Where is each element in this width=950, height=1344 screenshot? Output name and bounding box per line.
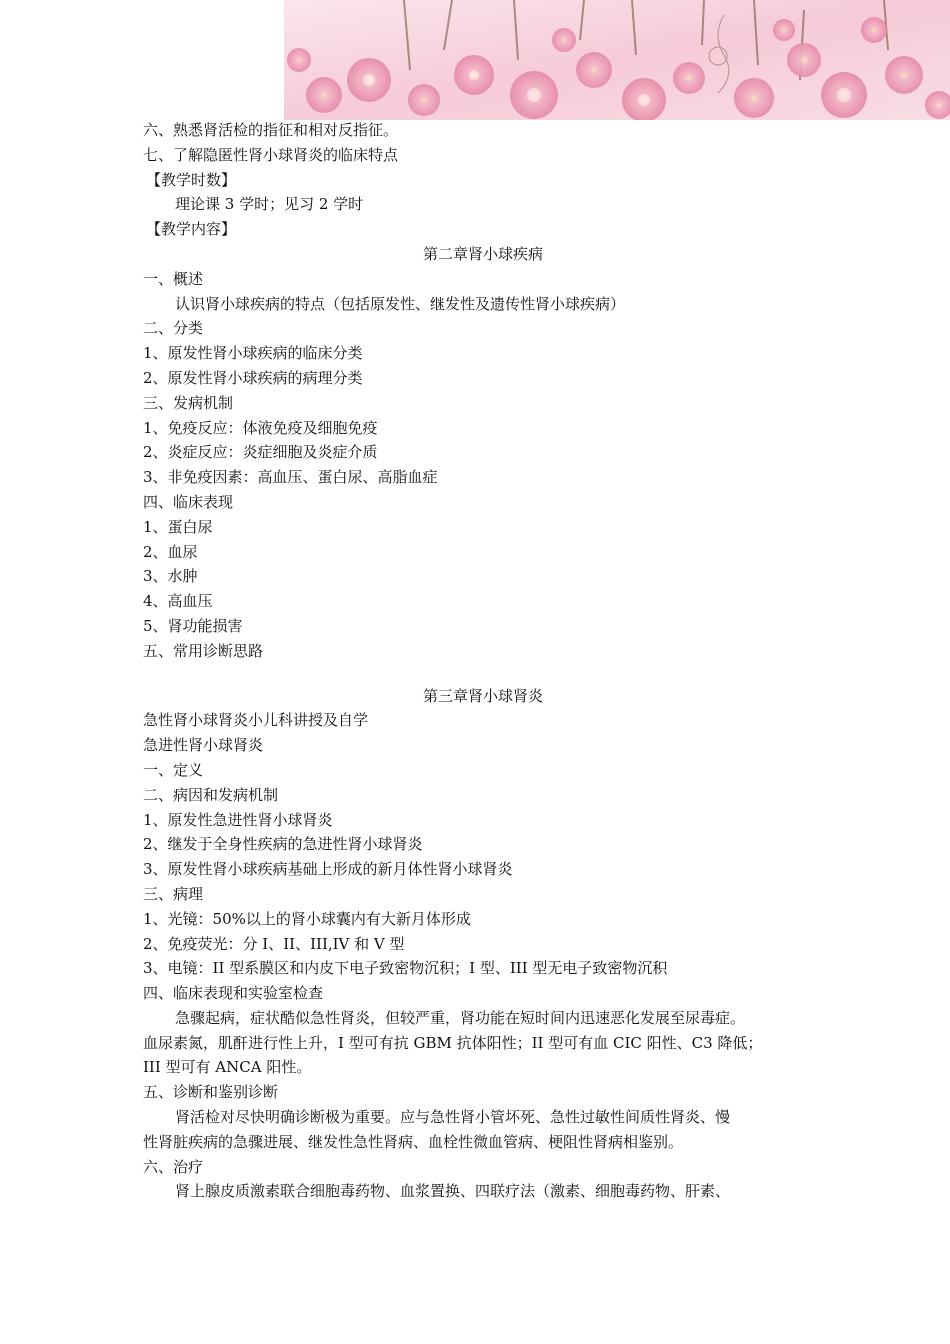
treatment-para-line-1: 肾上腺皮质激素联合细胞毒药物、血浆置换、四联疗法（激素、细胞毒药物、肝素、 [175,1182,731,1201]
section-classification: 二、分类 [143,319,204,338]
chapter-2-title: 第二章肾小球疾病 [422,244,543,263]
list-item: 2、血尿 [143,542,198,561]
chapter-3-title: 第三章肾小球肾炎 [422,686,543,705]
section-definition: 一、定义 [143,760,204,779]
section-diagnosis-approach: 五、常用诊断思路 [143,641,264,660]
section-overview: 一、概述 [143,269,204,288]
objective-7: 七、了解隐匿性肾小球肾炎的临床特点 [143,145,399,164]
clinical-lab-para-line-1: 急骤起病，症状酷似急性肾炎，但较严重，肾功能在短时间内迅速恶化发展至尿毒症。 [175,1008,746,1027]
clinical-lab-para-line-2: 血尿素氮，肌酐进行性上升，I 型可有抗 GBM 抗体阳性；II 型可有血 CIC 阳性、C3 降低； [143,1033,763,1052]
list-item: 3、非免疫因素：高血压、蛋白尿、高脂血症 [143,468,438,487]
list-item: 2、原发性肾小球疾病的病理分类 [143,368,363,387]
section-pathology: 三、病理 [143,884,204,903]
overview-text: 认识肾小球疾病的特点（包括原发性、继发性及遗传性肾小球疾病） [175,294,626,313]
list-item: 1、原发性肾小球疾病的临床分类 [143,344,363,363]
section-treatment: 六、治疗 [143,1157,204,1176]
section-differential: 五、诊断和鉴别诊断 [143,1083,279,1102]
objective-6: 六、熟悉肾活检的指征和相对反指征。 [143,121,399,139]
list-item: 4、高血压 [143,592,213,611]
differential-para-line-1: 肾活检对尽快明确诊断极为重要。应与急性肾小管坏死、急性过敏性间质性肾炎、慢 [175,1108,731,1127]
list-item: 5、肾功能损害 [143,616,243,635]
list-item: 3、电镜：II 型系膜区和内皮下电子致密物沉积；I 型、III 型无电子致密物沉积 [143,959,668,978]
section-clinical-lab: 四、临床表现和实验室检查 [143,984,324,1003]
teaching-hours-text: 理论课 3 学时；见习 2 学时 [175,195,364,214]
list-item: 2、免疫荧光：分 I、II、III,IV 和 V 型 [143,934,405,953]
list-item: 1、免疫反应：体液免疫及细胞免疫 [143,418,378,437]
header-banner-image [284,0,950,120]
list-item: 3、水肿 [143,567,198,586]
section-etiology: 二、病因和发病机制 [143,785,279,804]
list-item: 1、原发性急进性肾小球肾炎 [143,810,333,829]
teaching-hours-heading: 【教学时数】 [146,170,237,189]
section-pathogenesis: 三、发病机制 [143,393,234,412]
flower-banner-graphic [284,0,950,120]
section-clinical: 四、临床表现 [143,492,234,511]
spacer [143,664,823,684]
teaching-content-heading: 【教学内容】 [146,220,237,239]
list-item: 2、继发于全身性疾病的急进性肾小球肾炎 [143,835,423,854]
differential-para-line-2: 性肾脏疾病的急骤进展、继发性急性肾病、血栓性微血管病、梗阻性肾病相鉴别。 [143,1132,684,1151]
subtopic-rpgn: 急进性肾小球肾炎 [143,736,264,755]
document-body [143,118,823,1204]
list-item: 2、炎症反应：炎症细胞及炎症介质 [143,443,378,462]
clinical-lab-para-line-3: III 型可有 ANCA 阳性。 [143,1058,312,1077]
list-item: 1、蛋白尿 [143,517,213,536]
list-item: 3、原发性肾小球疾病基础上形成的新月体性肾小球肾炎 [143,860,513,879]
subtopic-acute-gn: 急性肾小球肾炎小儿科讲授及自学 [143,711,369,730]
list-item: 1、光镜：50%以上的肾小球囊内有大新月体形成 [143,909,471,928]
